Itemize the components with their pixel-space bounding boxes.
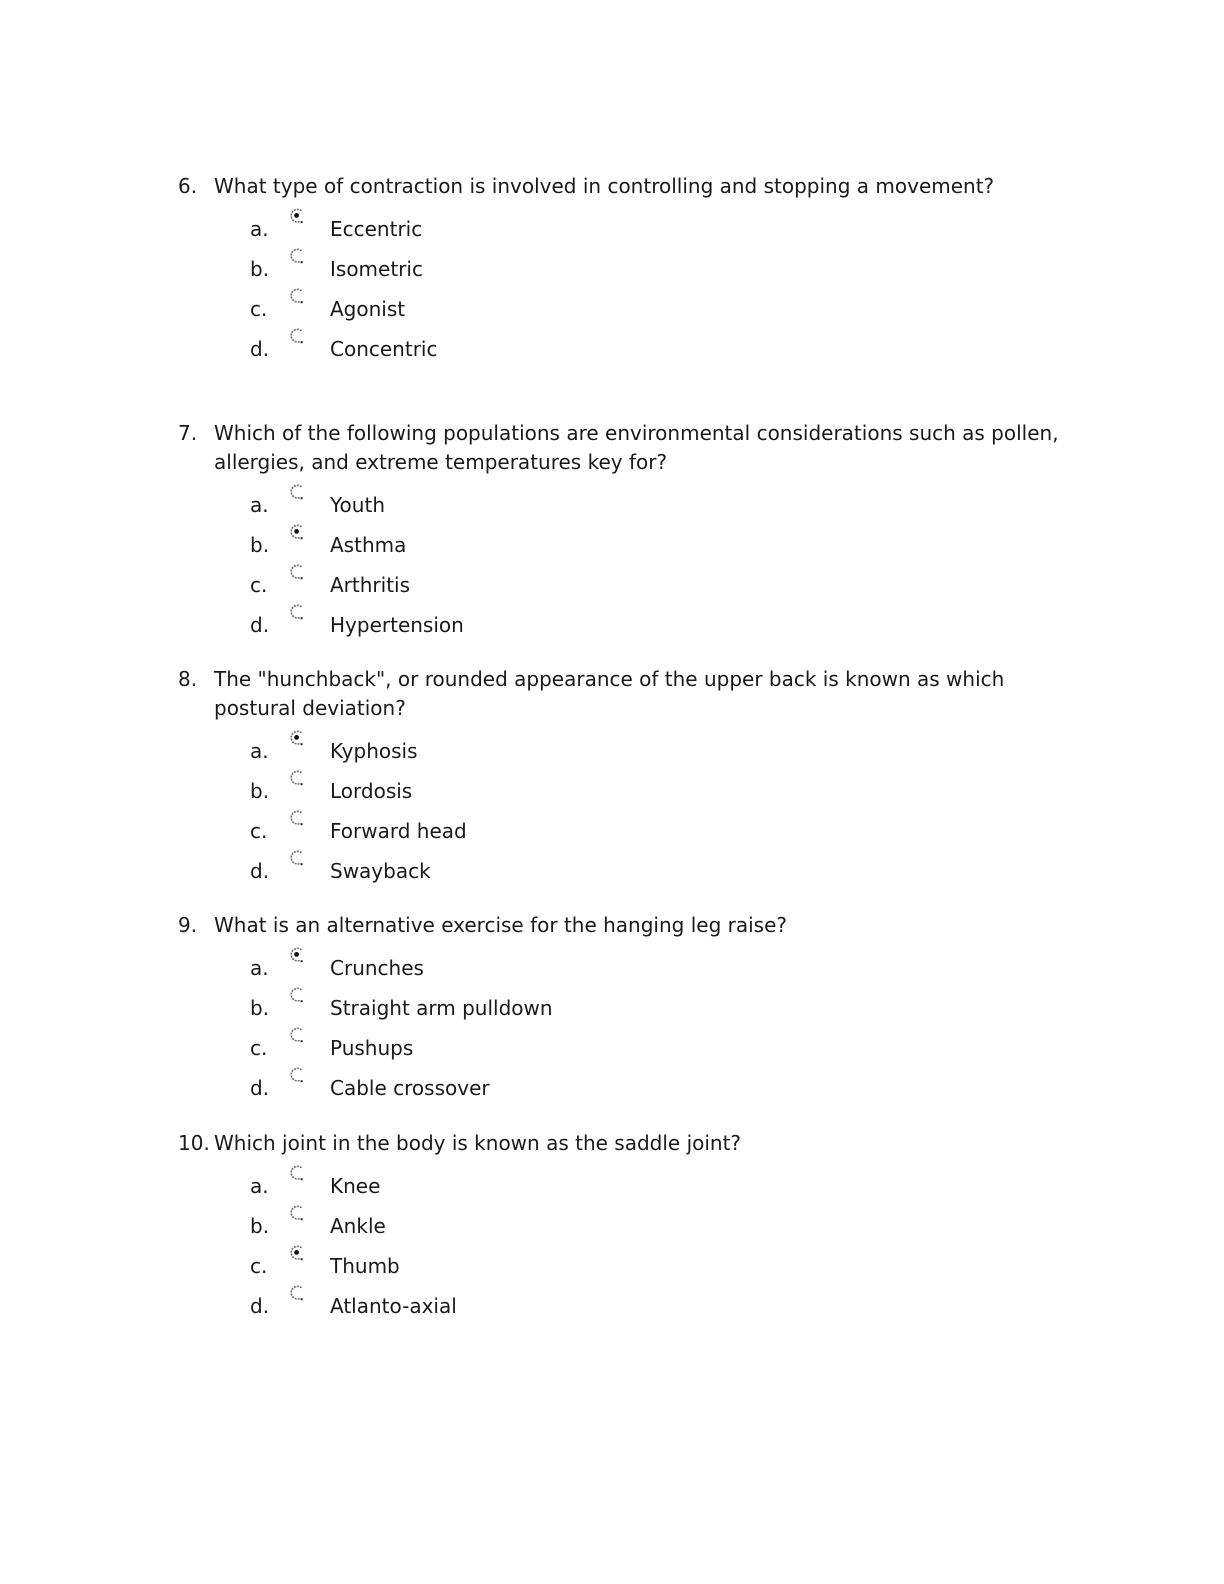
option-c[interactable] bbox=[178, 1028, 1078, 1068]
radio-ring bbox=[291, 605, 301, 618]
option-letter: c. bbox=[250, 1254, 268, 1278]
radio-tick bbox=[301, 221, 303, 223]
option-label: Youth bbox=[330, 493, 385, 517]
radio-ring bbox=[291, 1206, 301, 1219]
option-letter: a. bbox=[250, 217, 269, 241]
radio-tick bbox=[301, 863, 303, 865]
option-a[interactable] bbox=[178, 948, 1078, 988]
radio-button[interactable] bbox=[288, 809, 306, 827]
radio-tick bbox=[301, 497, 303, 499]
radio-button[interactable] bbox=[288, 327, 306, 345]
option-letter: b. bbox=[250, 1214, 270, 1238]
radio-ring bbox=[291, 1286, 301, 1299]
option-c[interactable] bbox=[178, 1246, 1078, 1286]
radio-button[interactable] bbox=[288, 1066, 306, 1084]
option-label: Lordosis bbox=[330, 779, 413, 803]
radio-tick bbox=[301, 1258, 303, 1260]
radio-tick bbox=[301, 1218, 303, 1220]
question-10 bbox=[178, 1129, 1078, 1326]
option-letter: d. bbox=[250, 337, 270, 361]
radio-button[interactable] bbox=[288, 247, 306, 265]
radio-button[interactable] bbox=[288, 1204, 306, 1222]
question-number: 7. bbox=[178, 421, 198, 445]
option-d[interactable] bbox=[178, 1068, 1078, 1108]
radio-button[interactable] bbox=[288, 946, 306, 964]
radio-button[interactable] bbox=[288, 603, 306, 621]
option-label: Atlanto-axial bbox=[330, 1294, 457, 1318]
option-letter: c. bbox=[250, 819, 268, 843]
radio-tick bbox=[301, 617, 303, 619]
radio-ring bbox=[291, 811, 301, 824]
radio-button[interactable] bbox=[288, 287, 306, 305]
question-text: What type of contraction is involved in controlling and stopping a movement? bbox=[214, 174, 995, 198]
option-letter: a. bbox=[250, 739, 269, 763]
question-header bbox=[178, 172, 1078, 201]
option-label: Straight arm pulldown bbox=[330, 996, 553, 1020]
question-7 bbox=[178, 419, 1078, 645]
radio-ring bbox=[291, 1166, 301, 1179]
radio-button[interactable] bbox=[288, 563, 306, 581]
option-letter: d. bbox=[250, 613, 270, 637]
radio-button[interactable] bbox=[288, 729, 306, 747]
option-b[interactable] bbox=[178, 249, 1078, 289]
radio-ring bbox=[291, 1028, 301, 1041]
option-label: Hypertension bbox=[330, 613, 464, 637]
option-label: Forward head bbox=[330, 819, 467, 843]
radio-ring bbox=[291, 329, 301, 342]
radio-ring bbox=[291, 485, 301, 498]
option-d[interactable] bbox=[178, 1286, 1078, 1326]
radio-ring bbox=[291, 771, 301, 784]
radio-button[interactable] bbox=[288, 523, 306, 541]
radio-tick bbox=[301, 261, 303, 263]
option-b[interactable] bbox=[178, 525, 1078, 565]
option-a[interactable] bbox=[178, 485, 1078, 525]
option-label: Knee bbox=[330, 1174, 381, 1198]
question-text: What is an alternative exercise for the hanging leg raise? bbox=[214, 913, 787, 937]
option-a[interactable] bbox=[178, 209, 1078, 249]
option-b[interactable] bbox=[178, 988, 1078, 1028]
radio-selected-dot bbox=[294, 1250, 299, 1255]
option-letter: c. bbox=[250, 1036, 268, 1060]
option-letter: b. bbox=[250, 257, 270, 281]
radio-button[interactable] bbox=[288, 1026, 306, 1044]
radio-ring bbox=[291, 289, 301, 302]
option-letter: a. bbox=[250, 493, 269, 517]
option-c[interactable] bbox=[178, 289, 1078, 329]
question-number: 9. bbox=[178, 913, 198, 937]
radio-tick bbox=[301, 1000, 303, 1002]
radio-button[interactable] bbox=[288, 207, 306, 225]
option-letter: d. bbox=[250, 859, 270, 883]
option-label: Thumb bbox=[330, 1254, 400, 1278]
option-list bbox=[178, 731, 1078, 891]
radio-tick bbox=[301, 1080, 303, 1082]
option-label: Arthritis bbox=[330, 573, 411, 597]
option-label: Concentric bbox=[330, 337, 438, 361]
question-number: 10. bbox=[178, 1131, 210, 1155]
option-list bbox=[178, 1166, 1078, 1326]
question-header bbox=[178, 1129, 1078, 1158]
option-label: Pushups bbox=[330, 1036, 414, 1060]
option-label: Cable crossover bbox=[330, 1076, 490, 1100]
option-letter: b. bbox=[250, 996, 270, 1020]
radio-selected-dot bbox=[294, 529, 299, 534]
question-8 bbox=[178, 665, 1078, 891]
question-6 bbox=[178, 172, 1078, 369]
question-number: 6. bbox=[178, 174, 198, 198]
radio-button[interactable] bbox=[288, 849, 306, 867]
option-letter: d. bbox=[250, 1076, 270, 1100]
option-label: Kyphosis bbox=[330, 739, 418, 763]
radio-ring bbox=[291, 851, 301, 864]
option-c[interactable] bbox=[178, 565, 1078, 605]
radio-button[interactable] bbox=[288, 483, 306, 501]
radio-ring bbox=[291, 988, 301, 1001]
question-text: Which of the following populations are environmental considerations such as pollen, allergies, and extreme temperatures key for? bbox=[214, 421, 1059, 474]
option-label: Isometric bbox=[330, 257, 423, 281]
option-letter: d. bbox=[250, 1294, 270, 1318]
option-a[interactable] bbox=[178, 1166, 1078, 1206]
radio-tick bbox=[301, 1298, 303, 1300]
option-label: Swayback bbox=[330, 859, 431, 883]
question-text: Which joint in the body is known as the saddle joint? bbox=[214, 1131, 742, 1155]
option-letter: c. bbox=[250, 573, 268, 597]
option-label: Ankle bbox=[330, 1214, 386, 1238]
radio-tick bbox=[301, 537, 303, 539]
radio-button[interactable] bbox=[288, 986, 306, 1004]
option-letter: b. bbox=[250, 533, 270, 557]
radio-tick bbox=[301, 960, 303, 962]
radio-button[interactable] bbox=[288, 1284, 306, 1302]
radio-ring bbox=[291, 1068, 301, 1081]
radio-selected-dot bbox=[294, 735, 299, 740]
radio-tick bbox=[301, 783, 303, 785]
option-letter: a. bbox=[250, 1174, 269, 1198]
question-text: The "hunchback", or rounded appearance of the upper back is known as which postural deviation? bbox=[214, 667, 1005, 720]
option-d[interactable] bbox=[178, 329, 1078, 369]
option-b[interactable] bbox=[178, 771, 1078, 811]
option-list bbox=[178, 948, 1078, 1108]
option-label: Crunches bbox=[330, 956, 424, 980]
radio-ring bbox=[291, 249, 301, 262]
radio-selected-dot bbox=[294, 952, 299, 957]
option-label: Eccentric bbox=[330, 217, 423, 241]
option-letter: a. bbox=[250, 956, 269, 980]
option-label: Agonist bbox=[330, 297, 406, 321]
option-letter: b. bbox=[250, 779, 270, 803]
option-d[interactable] bbox=[178, 605, 1078, 645]
option-b[interactable] bbox=[178, 1206, 1078, 1246]
radio-button[interactable] bbox=[288, 1164, 306, 1182]
question-header bbox=[178, 419, 1078, 477]
question-9 bbox=[178, 911, 1078, 1108]
question-number: 8. bbox=[178, 667, 198, 691]
radio-tick bbox=[301, 341, 303, 343]
option-list bbox=[178, 485, 1078, 645]
option-a[interactable] bbox=[178, 731, 1078, 771]
radio-tick bbox=[301, 301, 303, 303]
question-header bbox=[178, 665, 1078, 723]
option-list bbox=[178, 209, 1078, 369]
radio-selected-dot bbox=[294, 213, 299, 218]
radio-button[interactable] bbox=[288, 769, 306, 787]
radio-tick bbox=[301, 743, 303, 745]
radio-tick bbox=[301, 1040, 303, 1042]
radio-tick bbox=[301, 823, 303, 825]
radio-tick bbox=[301, 577, 303, 579]
radio-ring bbox=[291, 565, 301, 578]
option-letter: c. bbox=[250, 297, 268, 321]
radio-tick bbox=[301, 1178, 303, 1180]
question-header bbox=[178, 911, 1078, 940]
option-label: Asthma bbox=[330, 533, 407, 557]
radio-button[interactable] bbox=[288, 1244, 306, 1262]
option-c[interactable] bbox=[178, 811, 1078, 851]
option-d[interactable] bbox=[178, 851, 1078, 891]
